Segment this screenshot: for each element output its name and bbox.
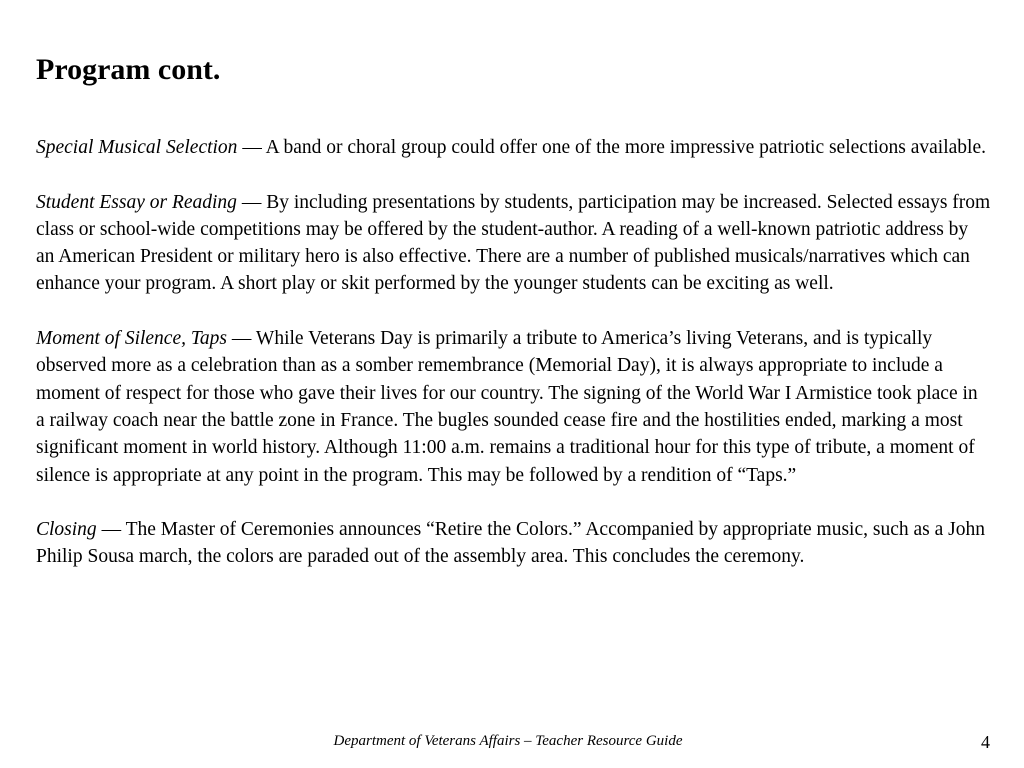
section-separator: — [236, 191, 267, 213]
section-label: Student Essay or Reading [36, 191, 237, 213]
section-label: Moment of Silence, Taps [36, 328, 228, 350]
section-separator: — [96, 519, 126, 541]
section-text: By including presentations by students, participation may be increased. Selected essays from class or school-wide competitions may be offered by the student-author. A reading of a well-known patriotic address by an American President or military hero is also effective. There are a number of published musicals/narratives which can enhance your program. A short play or skit performed by the younger students can be exciting as well. [36, 191, 991, 295]
section-separator: — [227, 328, 256, 350]
section-label: Closing [36, 519, 97, 541]
section-text: While Veterans Day is primarily a tribute to America’s living Veterans, and is typically observed more as a celebration than as a somber remembrance (Memorial Day), it is always appropriate to include a moment of respect for those who gave their lives for our country. The signing of the World War I Armistice took place in a railway coach near the battle zone in France. The bugles sounded cease fire and the hostilities ended, marking a most significant moment in world history. Although 11:00 a.m. remains a traditional hour for this type of tribute, a moment of silence is appropriate at any point in the program. This may be followed by a rendition of “Taps.” [36, 328, 978, 486]
page-title: Program cont. [36, 53, 221, 86]
page-number: 4 [981, 732, 990, 752]
section-closing [36, 516, 991, 571]
section-student-essay-or-reading [36, 189, 991, 298]
section-moment-of-silence-taps [36, 325, 991, 489]
section-label: Special Musical Selection [36, 137, 238, 158]
section-special-musical-selection [36, 134, 991, 161]
program-content [36, 134, 991, 598]
section-text: The Master of Ceremonies announces “Retire the Colors.” Accompanied by appropriate music, such as a John Philip Sousa march, the colors are paraded out of the assembly area. This concludes the ceremony. [36, 519, 985, 568]
footer-text: Department of Veterans Affairs – Teacher Resource Guide [333, 733, 683, 749]
section-separator: — [237, 137, 266, 158]
section-text: A band or choral group could offer one of the more impressive patriotic selections available. [265, 137, 986, 158]
